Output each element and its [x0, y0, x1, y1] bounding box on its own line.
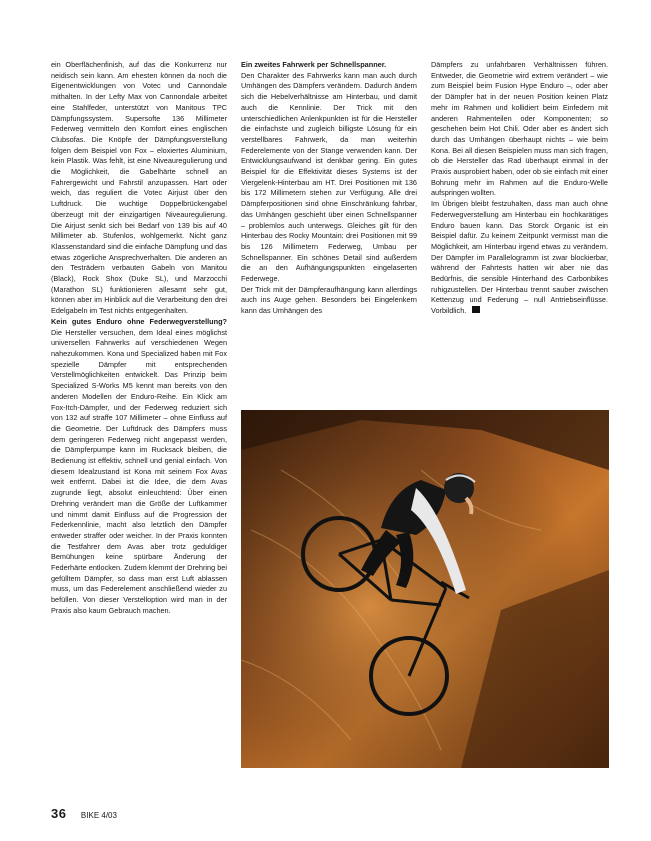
paragraph-with-heading: [51, 317, 227, 617]
paragraph-body: Im Übrigen bleibt festzuhalten, dass man auch ohne Federwegverstellung am Hinterbau ein hochkarätiges Enduro bauen kann. Das Storck Organic ist ein Beispiel dafür. Zu keinem Zeitpunkt vermisst man die Möglichkeit, am Hinterbau irgend etwas zu verändern. Der Dämpfer im Parallelogramm ist zwar blockierbar, während der Fahrtests hatten wir aber nie das Bedürfnis, die sensible Hinterhand des Carbonbikes ruhigzustellen. Der Hinterbau trennt sauber zwischen Kettenzug und Federung – null Antriebseinflüsse. Vorbildlich.: [431, 199, 608, 316]
paragraph: ein Oberflächenfinish, auf das die Konkurrenz nur neidisch sein kann. Am ehesten können da noch die Eigenentwicklungen von Votec und Cannondale mithalten. In der Lefty Max von Cannondale arbeitet eine Stahlfeder, unterstützt von Manitous TPC Dämpfungssystem. Supersofte 136 Millimeter Federweg vermitteln den Komfort eines englischen Clubsofas. Die Knöpfe der Dämpfungsverstellung folgen dem Beispiel von Fox – eloxiertes Aluminium, kein Plastik. Was fehlt, ist eine Niveauregulierung und die Möglichkeit, die Gabelhärte schnell an Fahrergewicht und Fahrstil anzupassen. Hart oder weich, das reguliert die Votec Airjust über den Luftdruck. Die wuchtige Doppelbrückengabel überzeugt mit der einzigartigen Niveauregulierung. Die Airjust senkt sich bei Bedarf von 139 bis auf 40 Millimeter ab. Stufenlos, wohlgemerkt. Nicht ganz Klassenstandard sind die einfache Dämpfung und das etwas zögerliche Ansprechverhalten. Die anderen an den Testrädern verbauten Gabeln von Manitou (Black), Rock Shox (Duke SL), und Marzocchi (Marathon SL) funktionieren allesamt sehr gut, können aber im Hinblick auf die Verarbeitung den drei Edelgabeln im Test nichts entgegenhalten.: [51, 60, 227, 316]
paragraph-with-endmark: [431, 199, 608, 317]
paragraph-body: Die Hersteller versuchen, dem Ideal eines möglichst universellen Fahrwerks auf verschiedenen Wegen nahezukommen. Kona und Specialized haben mit Fox spezielle Dämpfer mit entsprechenden Verstellmöglichkeiten entwickelt. Das Prinzip beim Specialized S-Works M5 kennt man bereits von den anderen Modellen der Enduro-Reihe. Ein Klick am Fox-Itch-Dämpfer, und der Federweg reduziert sich von 132 auf straffe 107 Millimeter – ohne Einfluss auf die Geometrie. Der Luftdruck des Dämpfers muss dem geringeren Federweg nicht angepasst werden, die Dämpferpumpe kann im Rucksack bleiben, die Bedienung ist effektiv, schnell und genial einfach. Von diesem Idealzustand ist Kona mit seinem Fox Avas weit entfernt. Dabei ist die Idee, die dem Avas zugrunde liegt, absolut einleuchtend: Über einen Drehring verändert man die Größe der Luftkammer und nimmt damit Einfluss auf die Progression der Federkennlinie, macht also letztlich den Dämpfer entweder straffer oder weicher. In der Praxis konnten die Testfahrer dem Avas aber trotz geduldiger Bemühungen keine spürbare Änderung der Federhärte entlocken. Zudem klemmt der Drehring bei gefülltem Dämpfer, so dass man erst Luft ablassen muss, um das Federelement anschließend wieder zu befüllen. Von dieser Verstelloption wird man in der Praxis also kaum Gebrauch machen.: [51, 327, 227, 615]
paragraph: Dämpfers zu unfahrbaren Verhältnissen führen. Entweder, die Geometrie wird extrem verändert – wie zum Beispiel beim Fusion Hype Enduro –, oder aber der Dämpfer hat in der neuen Position keinen Platz mehr im Rahmen und kollidiert beim Einfedern mit anderen Rahmenteilen oder Komponenten; so geschehen beim Hot Chili. Oder aber es ändert sich durch das Umhängen überhaupt nichts – wie beim Kona. Bei all diesen Beispielen muss man sich fragen, ob die Hersteller das Rad überhaupt einmal in der Praxis ausprobiert haben, oder ob sie einfach mit einer Bohrung mehr im Rahmen auf die Enduro-Welle aufspringen wollten.: [431, 60, 608, 198]
text-column-1: [51, 60, 227, 772]
paragraph: Der Trick mit der Dämpferaufhängung kann allerdings auch ins Auge gehen. Besonders bei Eingelenkern kann das Umhängen des: [241, 284, 417, 316]
section-heading: Kein gutes Enduro ohne Federwegverstellung?: [51, 316, 227, 326]
article-end-mark: [472, 306, 480, 313]
issue-label: BIKE 4/03: [80, 811, 117, 820]
rider-illustration: [241, 410, 609, 768]
text-column-2: [241, 60, 417, 390]
mountain-bike-photo: [241, 410, 609, 768]
text-column-3: [431, 60, 608, 390]
section-heading: Ein zweites Fahrwerk per Schnellspanner.: [241, 60, 387, 69]
paragraph: Den Charakter des Fahrwerks kann man auch durch Umhängen des Dämpfers verändern. Dadurch ändern sich die Hebelverhältnisse am Hinterbau, und damit auch die Kennlinie. Der Trick mit den unterschiedlichen Anlenkpunkten ist für die Hersteller die einfachste und zugleich billigste Lösung für ein verstellbares Fahrwerk, da man weiterhin Federelemente von der Stange verwenden kann. Der Entwicklungsaufwand ist denkbar gering. Ein gutes Beispiel für die Effektivität dieses Systems ist der Viergelenk-Hinterbau am HT. Drei Positionen mit 136 bis 172 Millimetern stehen zur Verfügung. Alle drei Dämpferpositionen sind ohne Einschränkung fahrbar, das Umhängen geschieht über einen Schnellspanner – problemlos auch unterwegs. Gleiches gilt für den Hinterbau des Rocky Mountain: drei Positionen mit 99 bis 126 Millimetern Federweg, Umbau per Schnellspanner. Ein schönes Detail sind außerdem die an den Aufhängungspunkten eingelaserten Federwege.: [241, 70, 417, 284]
page-footer: [51, 805, 117, 821]
page-number: 36: [51, 806, 67, 821]
